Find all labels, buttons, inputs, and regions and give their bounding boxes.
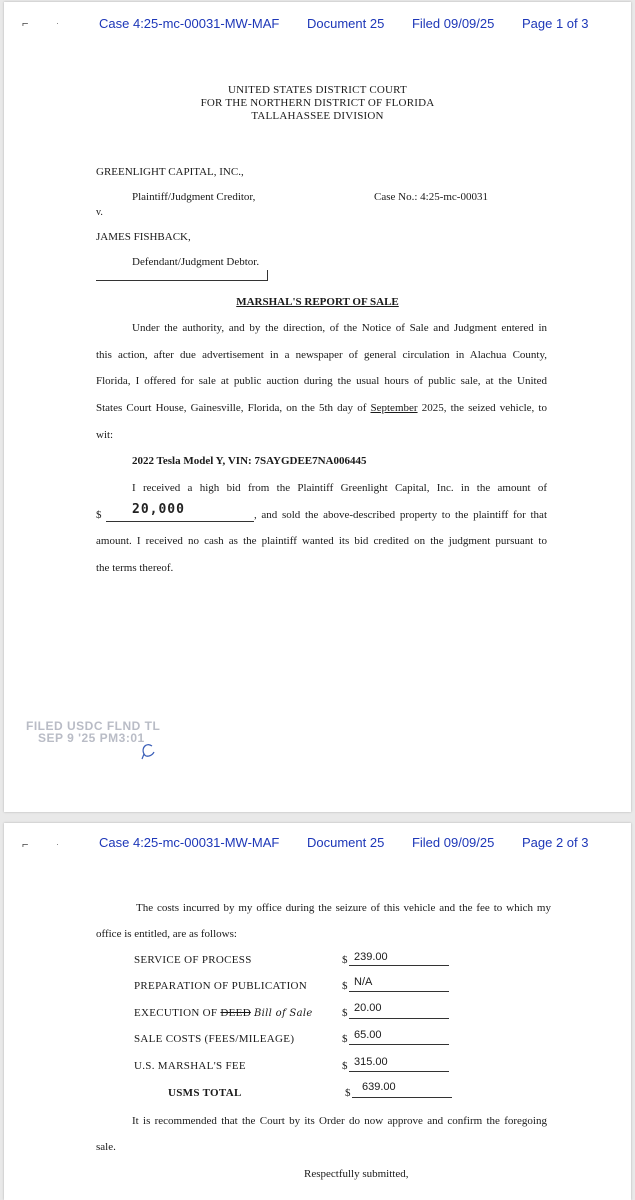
case-number: Case 4:25-mc-00031-MW-MAF bbox=[99, 16, 280, 31]
scan-mark: ⌐ bbox=[22, 18, 29, 30]
dollar-sign: $ bbox=[342, 1060, 348, 1072]
cost-label bbox=[134, 1007, 313, 1019]
total-label: USMS TOTAL bbox=[168, 1087, 242, 1099]
caption-rule bbox=[96, 280, 268, 281]
cost-amount: 20.00 bbox=[354, 1002, 382, 1014]
defendant-role: Defendant/Judgment Debtor. bbox=[132, 256, 260, 268]
amount-blank bbox=[349, 991, 449, 992]
scan-mark: ⌐ bbox=[22, 839, 29, 851]
paragraph-line: amount. I received no cash as the plaintiff wanted its bid credited on the judgment pursuant to bbox=[96, 535, 547, 547]
handwritten-bid-amount: 20,000 bbox=[132, 502, 185, 517]
court-line: UNITED STATES DISTRICT COURT bbox=[228, 84, 407, 96]
dollar-sign: $ bbox=[342, 954, 348, 966]
ecf-header bbox=[99, 835, 588, 850]
paragraph-line: wit: bbox=[96, 429, 114, 441]
paragraph-text: States Court House, Gainesville, Florida, on the 5th day of bbox=[96, 402, 367, 414]
paragraph-line: , and sold the above-described property to the plaintiff for that bbox=[254, 509, 547, 521]
recommendation: sale. bbox=[96, 1141, 116, 1153]
versus: v. bbox=[96, 207, 103, 218]
document-number: Document 25 bbox=[307, 835, 385, 850]
vehicle-description: 2022 Tesla Model Y, VIN: 7SAYGDEE7NA006445 bbox=[132, 455, 367, 467]
amount-blank bbox=[352, 1097, 452, 1098]
dollar-sign: $ bbox=[345, 1087, 351, 1099]
document-page-2 bbox=[4, 823, 631, 1200]
struck-text: DEED bbox=[220, 1007, 251, 1019]
amount-blank bbox=[349, 1018, 449, 1019]
page-number: Page 1 of 3 bbox=[521, 16, 589, 31]
document-page-1 bbox=[4, 2, 631, 812]
caption-rule bbox=[267, 270, 268, 280]
plaintiff-role: Plaintiff/Judgment Creditor, bbox=[132, 191, 256, 203]
cost-label: SERVICE OF PROCESS bbox=[134, 954, 252, 966]
defendant-name: JAMES FISHBACK, bbox=[96, 231, 191, 243]
paragraph-line: this action, after due advertisement in a newspaper of general circulation in Alachua County, bbox=[96, 349, 547, 361]
cost-amount: 315.00 bbox=[354, 1056, 388, 1068]
court-line: TALLAHASSEE DIVISION bbox=[251, 110, 384, 122]
report-title: MARSHAL'S REPORT OF SALE bbox=[236, 296, 399, 308]
dollar-sign: $ bbox=[342, 1033, 348, 1045]
costs-intro: office is entitled, are as follows: bbox=[96, 928, 237, 940]
cost-label: U.S. MARSHAL'S FEE bbox=[134, 1060, 246, 1072]
scan-mark: · bbox=[56, 839, 59, 849]
costs-intro: The costs incurred by my office during the seizure of this vehicle and the fee to which my bbox=[136, 902, 551, 914]
amount-blank bbox=[349, 1044, 449, 1045]
paragraph-line: I received a high bid from the Plaintiff Greenlight Capital, Inc. in the amount of bbox=[132, 482, 547, 494]
court-line: FOR THE NORTHERN DISTRICT OF FLORIDA bbox=[200, 97, 435, 109]
amount-blank bbox=[106, 521, 254, 522]
cost-amount: 65.00 bbox=[354, 1029, 382, 1041]
paragraph-line: the terms thereof. bbox=[96, 562, 174, 574]
document-number: Document 25 bbox=[307, 16, 385, 31]
stamp-line: SEP 9 '25 PM3:01 bbox=[38, 731, 145, 745]
scan-mark: · bbox=[56, 18, 59, 28]
sale-month: September bbox=[370, 402, 418, 414]
cost-amount: 239.00 bbox=[354, 951, 388, 963]
filed-date: Filed 09/09/25 bbox=[411, 16, 495, 31]
closing: Respectfully submitted, bbox=[304, 1168, 409, 1180]
dollar-sign: $ bbox=[342, 980, 348, 992]
paragraph-line: Under the authority, and by the direction, of the Notice of Sale and Judgment entered in bbox=[132, 322, 547, 334]
cost-label: PREPARATION OF PUBLICATION bbox=[134, 980, 308, 992]
page-number: Page 2 of 3 bbox=[521, 835, 589, 850]
handwritten-initial-mark bbox=[138, 742, 158, 765]
amount-blank bbox=[349, 1071, 449, 1072]
paragraph-text: 2025, the seized vehicle, to bbox=[421, 402, 547, 414]
cost-amount: N/A bbox=[354, 976, 373, 988]
filing-stamp bbox=[26, 720, 160, 744]
cost-label: SALE COSTS (FEES/MILEAGE) bbox=[134, 1033, 295, 1045]
filed-date: Filed 09/09/25 bbox=[411, 835, 495, 850]
amount-blank bbox=[349, 965, 449, 966]
recommendation: It is recommended that the Court by its Order do now approve and confirm the foregoing bbox=[132, 1115, 547, 1127]
total-amount: 639.00 bbox=[362, 1081, 396, 1093]
handwritten-correction: Bill of Sale bbox=[254, 1008, 313, 1019]
dollar-sign: $ bbox=[96, 509, 102, 521]
case-number: Case 4:25-mc-00031-MW-MAF bbox=[99, 835, 280, 850]
label-text: EXECUTION OF bbox=[134, 1007, 221, 1019]
paragraph-line: Florida, I offered for sale at public auction during the usual hours of public sale, at the United bbox=[96, 375, 547, 387]
stamp-line: FILED USDC FLND TL bbox=[26, 719, 161, 733]
plaintiff-name: GREENLIGHT CAPITAL, INC., bbox=[96, 166, 244, 178]
paragraph-line bbox=[96, 402, 547, 415]
court-name bbox=[4, 84, 631, 123]
dollar-sign: $ bbox=[342, 1007, 348, 1019]
case-no: Case No.: 4:25-mc-00031 bbox=[374, 191, 488, 203]
ecf-header bbox=[99, 16, 588, 31]
